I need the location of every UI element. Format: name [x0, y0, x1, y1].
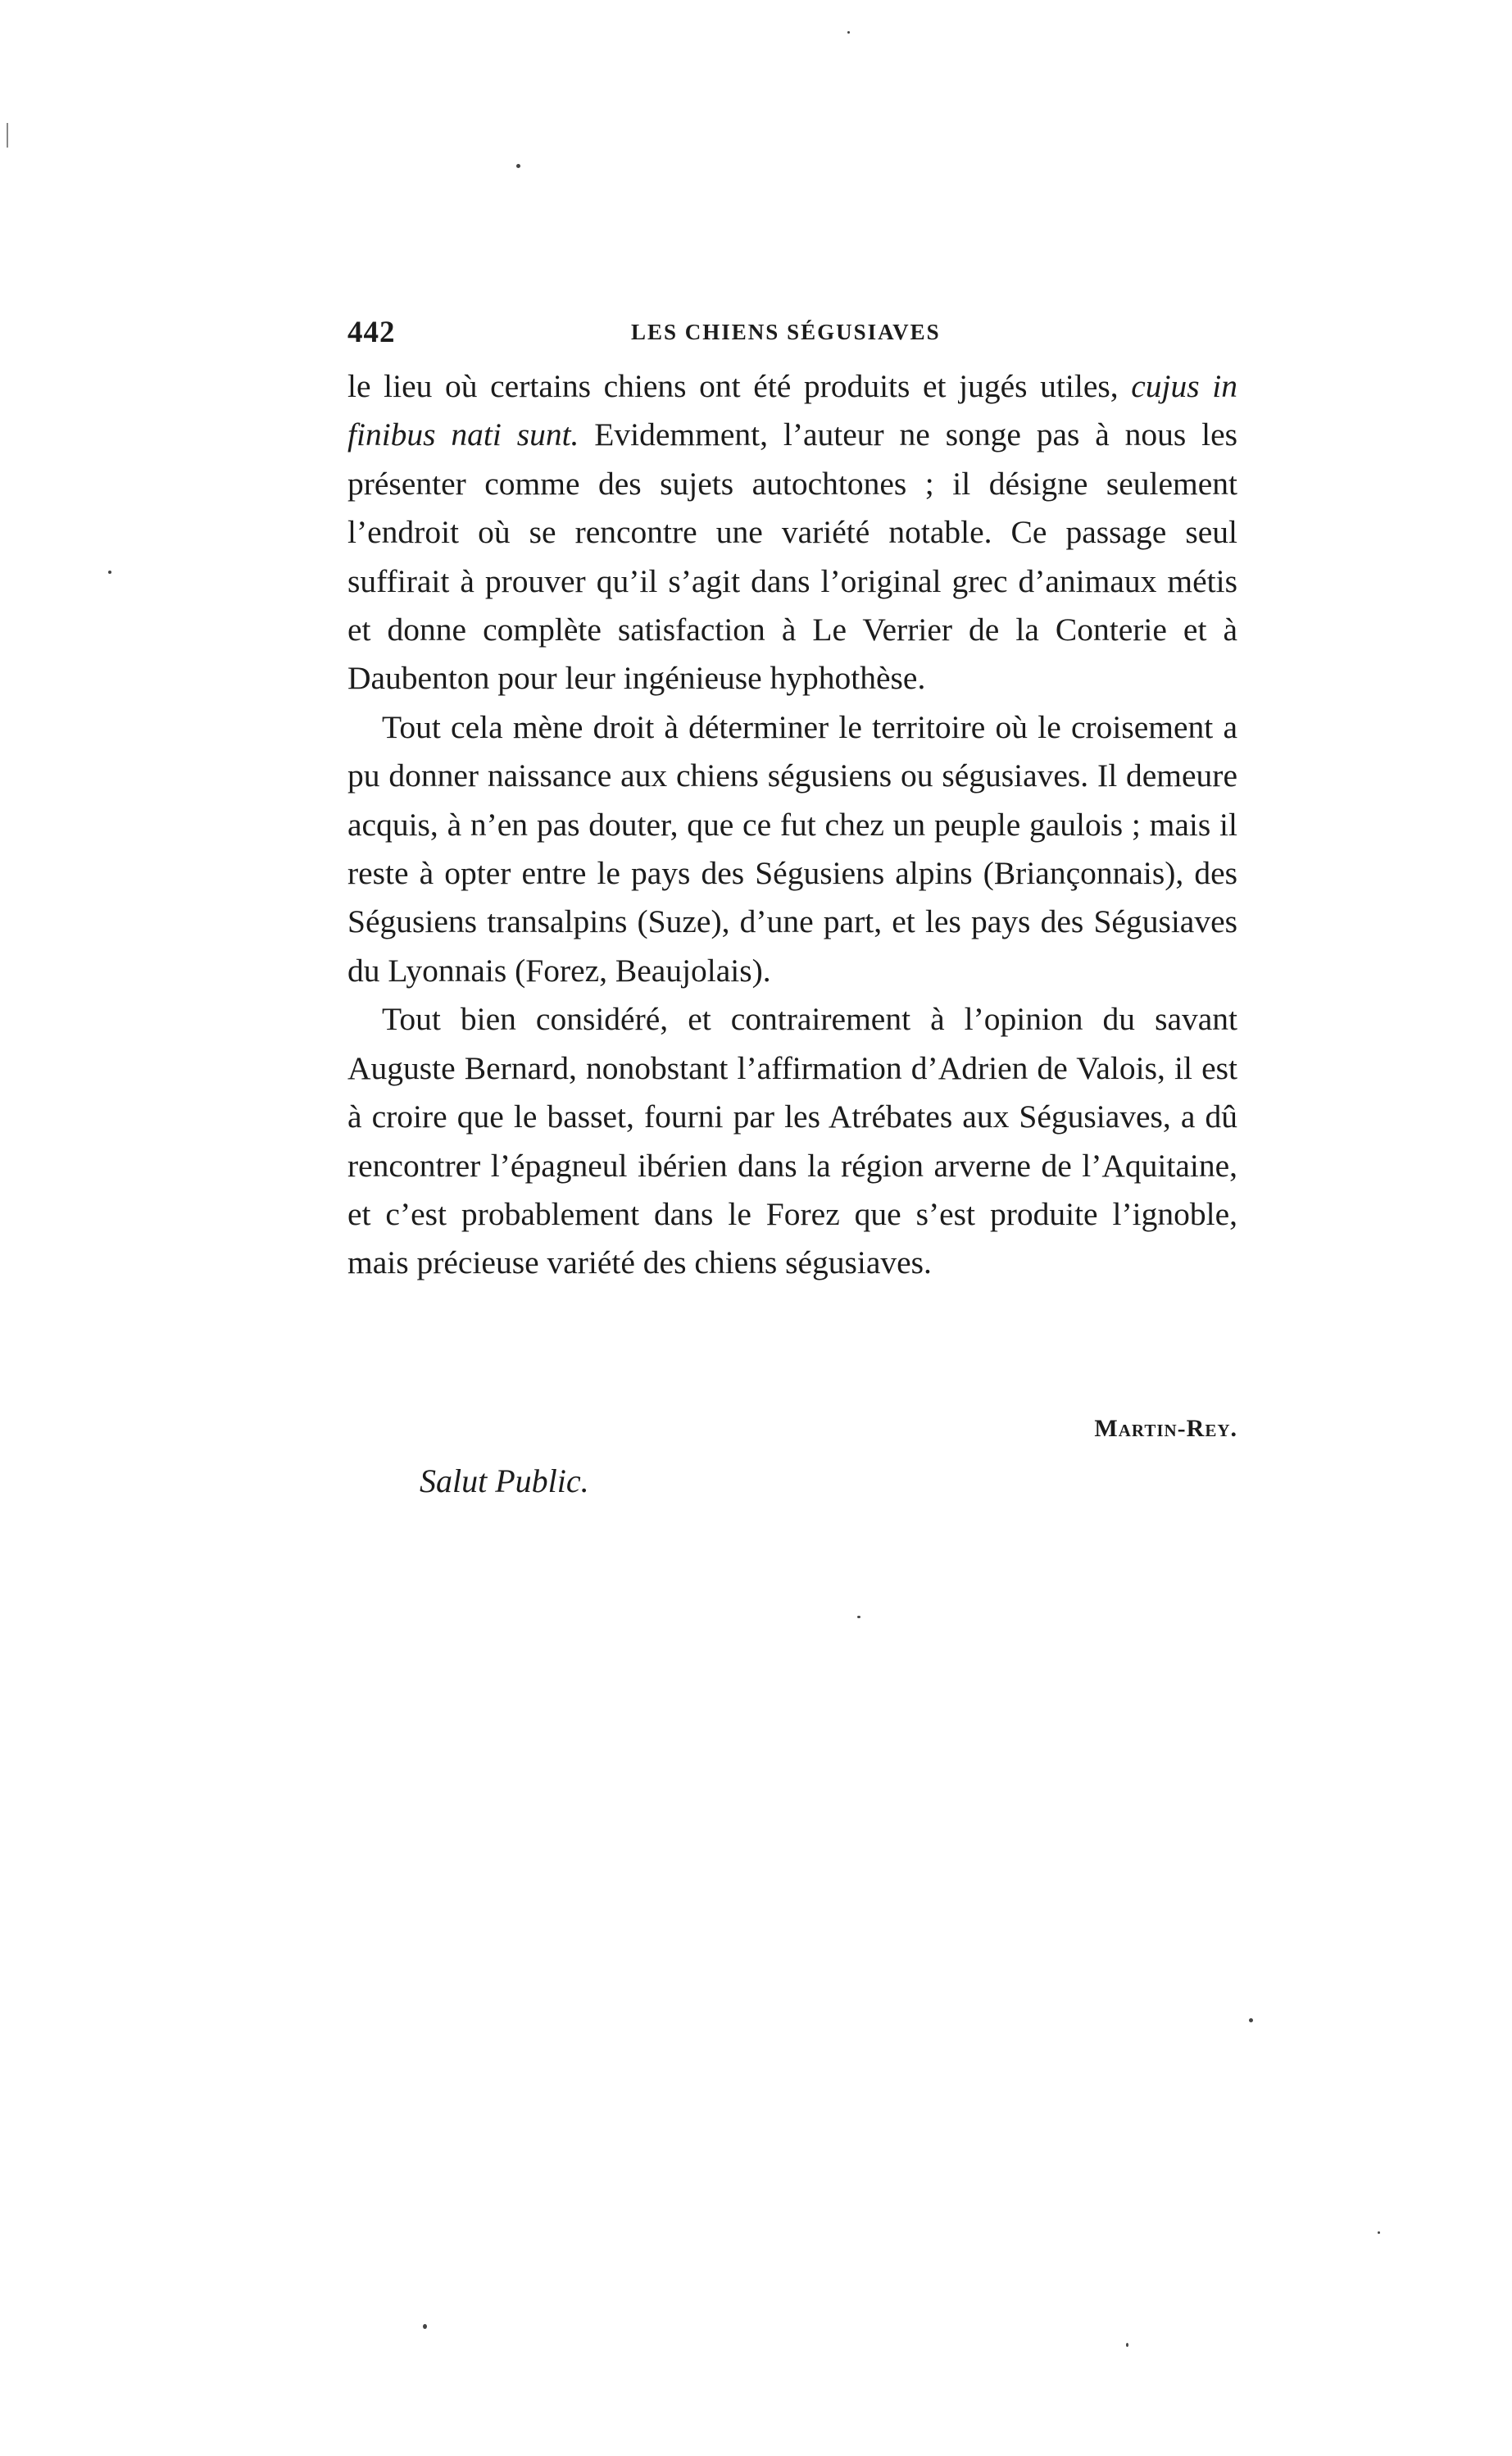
paragraph-3: Tout bien considéré, et contrairement à l’opinion du savant Auguste Bernard, nonobstant l’affirmation d’Adrien de Valois, il est à croire que le basset, fourni par les Atrébates aux Ségusiaves, a dû rencontrer l’épagneul ibérien dans la région arverne de l’Aquitaine, et c’est probablement dans le Forez que s’est produite l’ignoble, mais précieuse variété des chiens ségusiaves. — [347, 1001, 1237, 1281]
body-text — [347, 362, 1237, 1288]
scan-speck — [516, 164, 520, 168]
running-head — [347, 315, 1237, 356]
scan-speck — [108, 571, 111, 574]
scan-speck — [1249, 2018, 1253, 2022]
paragraph-1-text-start: le lieu où certains chiens ont été produits et jugés utiles, — [347, 368, 1132, 404]
scan-speck — [857, 1616, 860, 1618]
latin-quotation: cujus in finibus nati sunt. — [347, 368, 1238, 453]
scan-speck — [7, 123, 8, 148]
scan-speck — [423, 2324, 427, 2329]
scan-speck — [847, 31, 850, 34]
paragraph-1-text-end: Evidemment, l’auteur ne songe pas à nous les présenter comme des sujets autochtones ; il désigne seulement l’endroit où se rencontre une variété notable. Ce passage seul suffirait à prouver qu’il s’agit dans l’original grec d’animaux métis et donne complète satisfaction à Le Verrier de la Conterie et à Daubenton pour leur ingénieuse hyphothèse. — [347, 416, 1237, 697]
scan-speck — [1378, 2231, 1380, 2234]
scan-speck — [1126, 2343, 1128, 2347]
paragraph-1 — [347, 362, 1237, 703]
author-signature: Martin-Rey. — [1094, 1415, 1237, 1442]
running-title: LES CHIENS SÉGUSIAVES — [631, 320, 941, 344]
page-number: 442 — [347, 316, 396, 349]
paragraph-2: Tout cela mène droit à déterminer le territoire où le croisement a pu donner naissance aux chiens ségusiens ou ségusiaves. Il demeure acquis, à n’en pas douter, que ce fut chez un peuple gaulois ; mais il reste à opter entre le pays des Ségusiens alpins (Briançonnais), des Ségusiens transalpins (Suze), d’une part, et les pays des Ségusiaves du Lyonnais (Forez, Beaujolais). — [347, 708, 1237, 989]
source-credit: Salut Public. — [420, 1462, 589, 1499]
